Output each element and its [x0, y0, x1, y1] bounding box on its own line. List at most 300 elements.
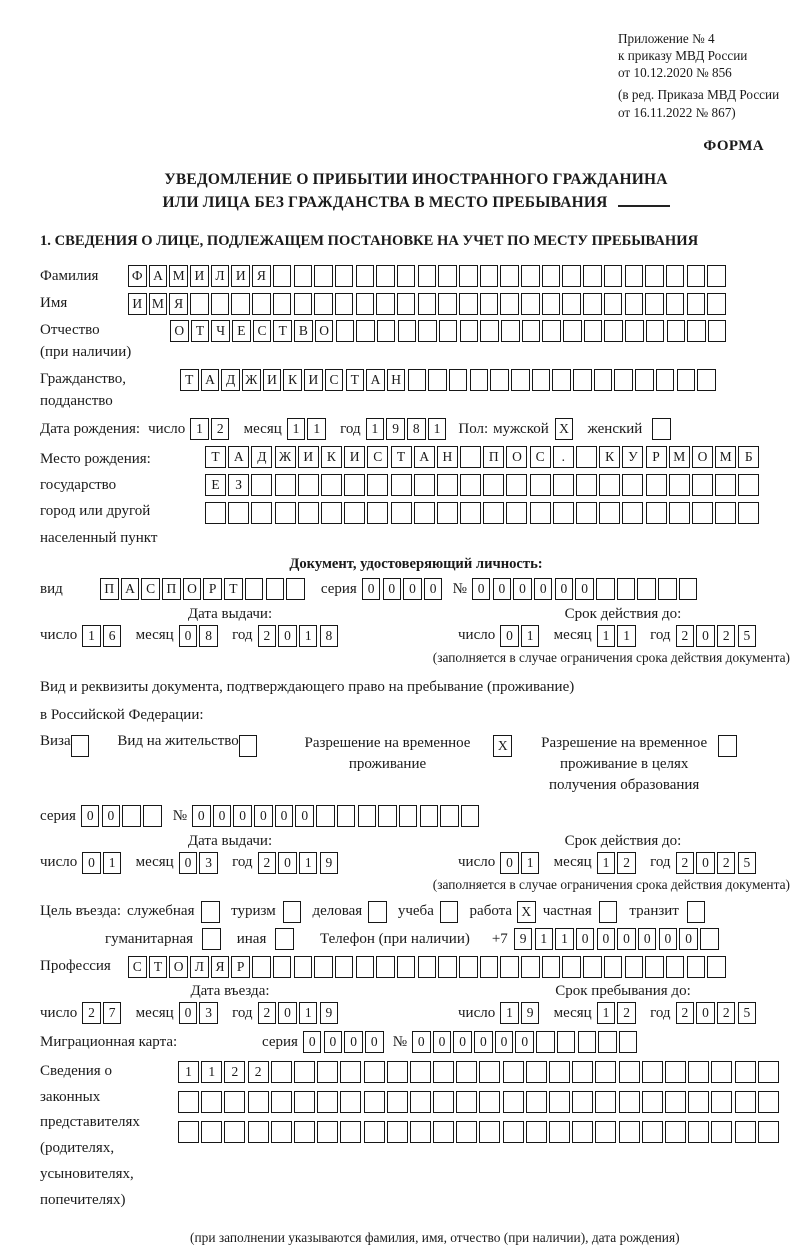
cell[interactable]	[599, 502, 620, 524]
cell[interactable]: А	[149, 265, 168, 287]
cell[interactable]: 6	[103, 625, 122, 647]
cell[interactable]	[273, 293, 292, 315]
cell[interactable]	[692, 502, 713, 524]
cell[interactable]	[599, 474, 620, 496]
cell[interactable]	[596, 578, 615, 600]
cell[interactable]	[619, 1061, 640, 1083]
cell[interactable]	[449, 369, 468, 391]
cell[interactable]	[595, 1121, 616, 1143]
cell[interactable]: А	[201, 369, 220, 391]
cell[interactable]	[248, 1091, 269, 1113]
cell[interactable]: З	[228, 474, 249, 496]
cell[interactable]	[344, 502, 365, 524]
cell[interactable]: Л	[211, 265, 230, 287]
cell[interactable]	[688, 1091, 709, 1113]
cell[interactable]	[572, 1091, 593, 1113]
cell[interactable]	[599, 901, 618, 923]
cell[interactable]: 2	[248, 1061, 269, 1083]
cell[interactable]: 5	[738, 852, 757, 874]
cell[interactable]	[669, 474, 690, 496]
cell[interactable]: Ф	[128, 265, 147, 287]
cell[interactable]	[718, 735, 737, 757]
cell[interactable]: 2	[717, 852, 736, 874]
cell[interactable]	[410, 1121, 431, 1143]
cell[interactable]	[553, 502, 574, 524]
cell[interactable]	[622, 474, 643, 496]
cell[interactable]: М	[149, 293, 168, 315]
cell[interactable]	[480, 956, 499, 978]
cell[interactable]	[625, 265, 644, 287]
cell[interactable]	[619, 1031, 638, 1053]
cell[interactable]	[178, 1091, 199, 1113]
cell[interactable]	[711, 1091, 732, 1113]
cell[interactable]	[231, 293, 250, 315]
cell[interactable]: 0	[534, 578, 553, 600]
cell[interactable]	[340, 1121, 361, 1143]
cell[interactable]	[549, 1061, 570, 1083]
cell[interactable]	[758, 1121, 779, 1143]
cell[interactable]	[700, 928, 719, 950]
cell[interactable]: X	[517, 901, 536, 923]
cell[interactable]	[364, 1061, 385, 1083]
cell[interactable]: 0	[295, 805, 314, 827]
cell[interactable]: С	[128, 956, 147, 978]
cell[interactable]: И	[263, 369, 282, 391]
cell[interactable]	[314, 265, 333, 287]
cell[interactable]	[604, 956, 623, 978]
cell[interactable]	[271, 1121, 292, 1143]
cell[interactable]	[645, 293, 664, 315]
cell[interactable]: К	[599, 446, 620, 468]
cell[interactable]	[707, 956, 726, 978]
cell[interactable]: 0	[324, 1031, 343, 1053]
cell[interactable]	[211, 293, 230, 315]
cell[interactable]	[707, 293, 726, 315]
cell[interactable]	[511, 369, 530, 391]
cell[interactable]: 2	[676, 1002, 695, 1024]
cell[interactable]	[321, 474, 342, 496]
cell[interactable]	[506, 502, 527, 524]
cell[interactable]: 1	[597, 852, 616, 874]
cell[interactable]: Р	[231, 956, 250, 978]
cell[interactable]	[687, 320, 706, 342]
cell[interactable]	[526, 1121, 547, 1143]
cell[interactable]	[665, 1091, 686, 1113]
cell[interactable]: Л	[190, 956, 209, 978]
cell[interactable]: 0	[278, 1002, 297, 1024]
cell[interactable]	[542, 956, 561, 978]
cell[interactable]	[758, 1061, 779, 1083]
cell[interactable]: М	[669, 446, 690, 468]
cell[interactable]: 1	[190, 418, 209, 440]
cell[interactable]	[532, 369, 551, 391]
cell[interactable]	[738, 502, 759, 524]
cell[interactable]	[522, 320, 541, 342]
cell[interactable]	[692, 474, 713, 496]
cell[interactable]: 1	[500, 1002, 519, 1024]
cell[interactable]	[622, 502, 643, 524]
cell[interactable]	[530, 474, 551, 496]
cell[interactable]	[521, 265, 540, 287]
cell[interactable]	[459, 956, 478, 978]
cell[interactable]	[549, 1121, 570, 1143]
cell[interactable]	[642, 1061, 663, 1083]
cell[interactable]: О	[692, 446, 713, 468]
cell[interactable]	[646, 474, 667, 496]
cell[interactable]	[614, 369, 633, 391]
cell[interactable]	[480, 265, 499, 287]
cell[interactable]: 0	[81, 805, 100, 827]
cell[interactable]: 2	[258, 625, 277, 647]
cell[interactable]: 0	[472, 578, 491, 600]
cell[interactable]	[440, 805, 459, 827]
cell[interactable]: С	[325, 369, 344, 391]
cell[interactable]: 0	[555, 578, 574, 600]
cell[interactable]	[178, 1121, 199, 1143]
cell[interactable]	[642, 1121, 663, 1143]
cell[interactable]: 5	[738, 625, 757, 647]
cell[interactable]	[687, 265, 706, 287]
cell[interactable]	[500, 265, 519, 287]
cell[interactable]	[503, 1121, 524, 1143]
cell[interactable]	[542, 265, 561, 287]
cell[interactable]: 1	[597, 625, 616, 647]
cell[interactable]	[583, 956, 602, 978]
cell[interactable]	[562, 956, 581, 978]
cell[interactable]: 1	[521, 852, 540, 874]
cell[interactable]: 1	[287, 418, 306, 440]
cell[interactable]: С	[367, 446, 388, 468]
cell[interactable]: 0	[102, 805, 121, 827]
cell[interactable]	[201, 1121, 222, 1143]
cell[interactable]: 1	[428, 418, 447, 440]
cell[interactable]: О	[315, 320, 334, 342]
cell[interactable]	[697, 369, 716, 391]
cell[interactable]: 2	[717, 625, 736, 647]
cell[interactable]	[414, 502, 435, 524]
cell[interactable]: 1	[299, 1002, 318, 1024]
cell[interactable]: 0	[192, 805, 211, 827]
cell[interactable]	[344, 474, 365, 496]
cell[interactable]	[479, 1121, 500, 1143]
cell[interactable]: А	[228, 446, 249, 468]
cell[interactable]: 0	[433, 1031, 452, 1053]
cell[interactable]	[418, 956, 437, 978]
cell[interactable]	[317, 1121, 338, 1143]
cell[interactable]	[71, 735, 90, 757]
cell[interactable]	[552, 369, 571, 391]
cell[interactable]	[387, 1091, 408, 1113]
cell[interactable]	[414, 474, 435, 496]
cell[interactable]	[397, 956, 416, 978]
cell[interactable]	[245, 578, 264, 600]
cell[interactable]	[459, 265, 478, 287]
cell[interactable]	[572, 1061, 593, 1083]
cell[interactable]	[584, 320, 603, 342]
cell[interactable]	[669, 502, 690, 524]
cell[interactable]	[356, 956, 375, 978]
cell[interactable]: 8	[407, 418, 426, 440]
cell[interactable]	[707, 265, 726, 287]
cell[interactable]	[356, 320, 375, 342]
cell[interactable]	[656, 369, 675, 391]
cell[interactable]: У	[622, 446, 643, 468]
cell[interactable]: С	[253, 320, 272, 342]
cell[interactable]: Т	[273, 320, 292, 342]
cell[interactable]	[397, 265, 416, 287]
cell[interactable]: 9	[521, 1002, 540, 1024]
cell[interactable]: Я	[169, 293, 188, 315]
cell[interactable]	[563, 320, 582, 342]
cell[interactable]: Т	[205, 446, 226, 468]
cell[interactable]	[483, 474, 504, 496]
cell[interactable]: 8	[320, 625, 339, 647]
cell[interactable]	[367, 502, 388, 524]
cell[interactable]	[735, 1061, 756, 1083]
cell[interactable]: 0	[403, 578, 422, 600]
cell[interactable]	[314, 293, 333, 315]
cell[interactable]	[224, 1121, 245, 1143]
cell[interactable]	[387, 1061, 408, 1083]
cell[interactable]	[715, 502, 736, 524]
cell[interactable]	[604, 265, 623, 287]
cell[interactable]	[298, 502, 319, 524]
cell[interactable]: 7	[103, 1002, 122, 1024]
cell[interactable]	[397, 293, 416, 315]
cell[interactable]: 1	[617, 625, 636, 647]
cell[interactable]	[667, 320, 686, 342]
cell[interactable]	[459, 293, 478, 315]
cell[interactable]	[604, 293, 623, 315]
cell[interactable]	[438, 293, 457, 315]
cell[interactable]	[666, 956, 685, 978]
cell[interactable]	[294, 1121, 315, 1143]
cell[interactable]	[337, 805, 356, 827]
cell[interactable]	[738, 474, 759, 496]
cell[interactable]	[387, 1121, 408, 1143]
cell[interactable]: 1	[178, 1061, 199, 1083]
cell[interactable]	[617, 578, 636, 600]
cell[interactable]: 0	[179, 852, 198, 874]
cell[interactable]: 0	[597, 928, 616, 950]
cell[interactable]	[665, 1061, 686, 1083]
cell[interactable]	[500, 293, 519, 315]
cell[interactable]	[573, 369, 592, 391]
cell[interactable]	[604, 320, 623, 342]
cell[interactable]: Р	[203, 578, 222, 600]
cell[interactable]	[576, 502, 597, 524]
cell[interactable]	[376, 293, 395, 315]
cell[interactable]	[317, 1061, 338, 1083]
cell[interactable]	[652, 418, 671, 440]
cell[interactable]	[275, 474, 296, 496]
cell[interactable]	[688, 1061, 709, 1083]
cell[interactable]: 0	[515, 1031, 534, 1053]
cell[interactable]	[364, 1121, 385, 1143]
cell[interactable]	[294, 1061, 315, 1083]
cell[interactable]	[391, 474, 412, 496]
cell[interactable]: 0	[696, 1002, 715, 1024]
cell[interactable]	[666, 293, 685, 315]
cell[interactable]: 0	[576, 928, 595, 950]
cell[interactable]	[205, 502, 226, 524]
cell[interactable]: 2	[82, 1002, 101, 1024]
cell[interactable]: 0	[362, 578, 381, 600]
cell[interactable]	[461, 805, 480, 827]
cell[interactable]	[503, 1061, 524, 1083]
cell[interactable]	[439, 320, 458, 342]
cell[interactable]: И	[190, 265, 209, 287]
cell[interactable]: 0	[278, 625, 297, 647]
cell[interactable]	[286, 578, 305, 600]
cell[interactable]	[594, 369, 613, 391]
cell[interactable]: К	[321, 446, 342, 468]
cell[interactable]	[642, 1091, 663, 1113]
cell[interactable]	[418, 320, 437, 342]
cell[interactable]	[340, 1061, 361, 1083]
cell[interactable]	[190, 293, 209, 315]
cell[interactable]: О	[183, 578, 202, 600]
cell[interactable]: 0	[179, 1002, 198, 1024]
cell[interactable]: И	[304, 369, 323, 391]
cell[interactable]: Т	[191, 320, 210, 342]
cell[interactable]	[645, 265, 664, 287]
cell[interactable]: 0	[278, 852, 297, 874]
cell[interactable]: 9	[320, 1002, 339, 1024]
cell[interactable]	[356, 293, 375, 315]
cell[interactable]: Ж	[242, 369, 261, 391]
cell[interactable]: 1	[597, 1002, 616, 1024]
cell[interactable]	[572, 1121, 593, 1143]
cell[interactable]: 8	[199, 625, 218, 647]
cell[interactable]	[549, 1091, 570, 1113]
cell[interactable]	[595, 1061, 616, 1083]
cell[interactable]	[410, 1091, 431, 1113]
cell[interactable]: 0	[254, 805, 273, 827]
cell[interactable]: А	[366, 369, 385, 391]
cell[interactable]	[294, 1091, 315, 1113]
cell[interactable]: 2	[258, 852, 277, 874]
cell[interactable]	[536, 1031, 555, 1053]
cell[interactable]	[356, 265, 375, 287]
cell[interactable]	[619, 1121, 640, 1143]
cell[interactable]: 0	[213, 805, 232, 827]
cell[interactable]: 0	[344, 1031, 363, 1053]
cell[interactable]	[506, 474, 527, 496]
cell[interactable]: Я	[211, 956, 230, 978]
cell[interactable]: 0	[513, 578, 532, 600]
cell[interactable]	[321, 502, 342, 524]
cell[interactable]	[283, 901, 302, 923]
cell[interactable]	[526, 1061, 547, 1083]
cell[interactable]	[479, 1091, 500, 1113]
cell[interactable]	[460, 446, 481, 468]
cell[interactable]	[391, 502, 412, 524]
cell[interactable]	[248, 1121, 269, 1143]
cell[interactable]: П	[162, 578, 181, 600]
cell[interactable]: 1	[299, 625, 318, 647]
cell[interactable]	[562, 293, 581, 315]
cell[interactable]	[368, 901, 387, 923]
cell[interactable]: 1	[201, 1061, 222, 1083]
cell[interactable]: X	[555, 418, 574, 440]
cell[interactable]: 3	[199, 852, 218, 874]
cell[interactable]	[490, 369, 509, 391]
cell[interactable]	[553, 474, 574, 496]
cell[interactable]	[735, 1121, 756, 1143]
cell[interactable]: Т	[224, 578, 243, 600]
cell[interactable]	[658, 578, 677, 600]
cell[interactable]	[408, 369, 427, 391]
cell[interactable]	[666, 265, 685, 287]
cell[interactable]: Т	[149, 956, 168, 978]
cell[interactable]	[433, 1121, 454, 1143]
cell[interactable]: Т	[180, 369, 199, 391]
cell[interactable]	[294, 956, 313, 978]
cell[interactable]: К	[283, 369, 302, 391]
cell[interactable]	[122, 805, 141, 827]
cell[interactable]: 0	[500, 852, 519, 874]
cell[interactable]: 0	[453, 1031, 472, 1053]
cell[interactable]: И	[128, 293, 147, 315]
cell[interactable]	[271, 1091, 292, 1113]
cell[interactable]: С	[530, 446, 551, 468]
cell[interactable]	[376, 265, 395, 287]
cell[interactable]	[635, 369, 654, 391]
cell[interactable]: 0	[365, 1031, 384, 1053]
cell[interactable]	[583, 265, 602, 287]
cell[interactable]	[358, 805, 377, 827]
cell[interactable]	[271, 1061, 292, 1083]
cell[interactable]	[687, 956, 706, 978]
cell[interactable]: 1	[366, 418, 385, 440]
cell[interactable]: 0	[233, 805, 252, 827]
cell[interactable]: 1	[103, 852, 122, 874]
cell[interactable]	[483, 502, 504, 524]
cell[interactable]: П	[100, 578, 119, 600]
cell[interactable]: Д	[221, 369, 240, 391]
cell[interactable]	[437, 502, 458, 524]
cell[interactable]	[340, 1091, 361, 1113]
cell[interactable]: А	[414, 446, 435, 468]
cell[interactable]	[677, 369, 696, 391]
cell[interactable]	[433, 1091, 454, 1113]
cell[interactable]	[708, 320, 727, 342]
cell[interactable]	[378, 805, 397, 827]
cell[interactable]: 1	[521, 625, 540, 647]
cell[interactable]	[294, 265, 313, 287]
cell[interactable]	[687, 901, 706, 923]
cell[interactable]: 1	[307, 418, 326, 440]
cell[interactable]	[542, 320, 561, 342]
cell[interactable]	[433, 1061, 454, 1083]
cell[interactable]	[275, 502, 296, 524]
cell[interactable]	[625, 293, 644, 315]
cell[interactable]: Ч	[211, 320, 230, 342]
cell[interactable]	[428, 369, 447, 391]
cell[interactable]	[399, 805, 418, 827]
cell[interactable]: Т	[391, 446, 412, 468]
cell[interactable]	[679, 578, 698, 600]
cell[interactable]	[298, 474, 319, 496]
cell[interactable]	[376, 956, 395, 978]
cell[interactable]: 0	[679, 928, 698, 950]
cell[interactable]	[456, 1061, 477, 1083]
cell[interactable]	[500, 956, 519, 978]
cell[interactable]: И	[344, 446, 365, 468]
cell[interactable]: 2	[258, 1002, 277, 1024]
cell[interactable]: Е	[232, 320, 251, 342]
